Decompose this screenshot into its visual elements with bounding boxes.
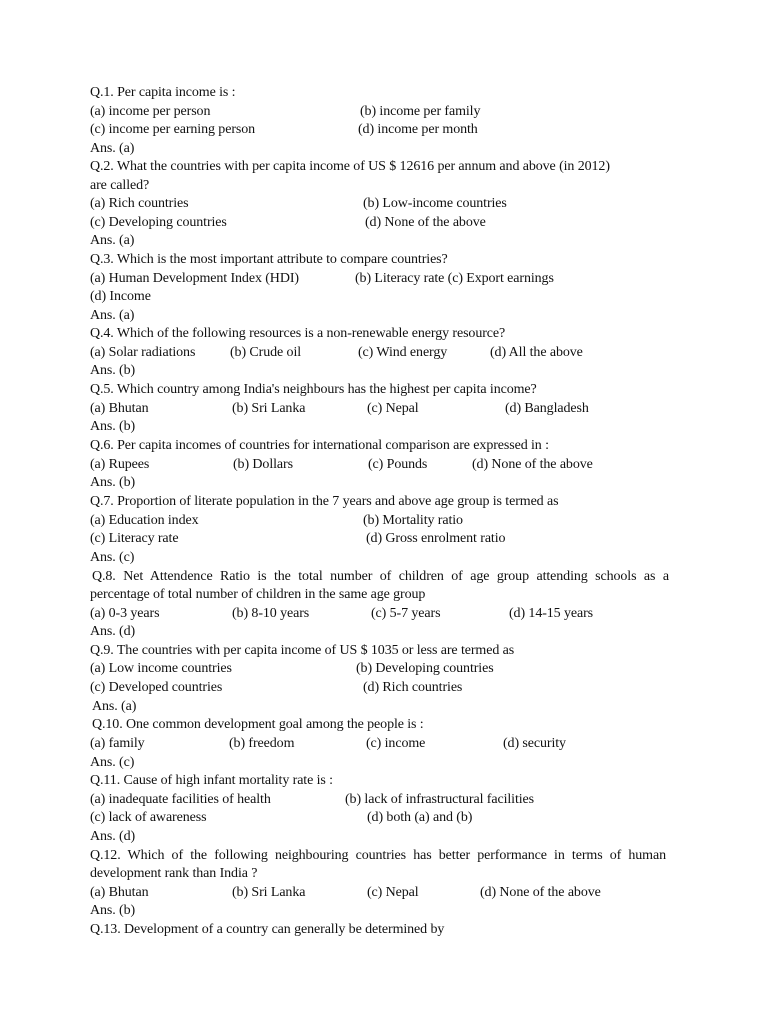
- option-d: (d) income per month: [358, 122, 478, 137]
- option-b: (b) Developing countries: [356, 661, 494, 676]
- question-7: Q.7. Proportion of literate population in the 7 years and above age group is termed as: [90, 494, 559, 509]
- answer: Ans. (b): [90, 419, 136, 434]
- option-a: (a) Bhutan: [90, 885, 149, 900]
- answer: Ans. (b): [90, 903, 136, 918]
- option-d: (d) Rich countries: [363, 680, 463, 695]
- option-d: (d) Bangladesh: [505, 401, 589, 416]
- option-d: (d) security: [503, 736, 566, 751]
- option-a: (a) Rich countries: [90, 196, 189, 211]
- option-b: (b) income per family: [360, 104, 481, 119]
- question-12: Q.12. Which of the following neighbouring countries has better performance in terms of human: [90, 848, 666, 863]
- option-d: (d) None of the above: [365, 215, 486, 230]
- option-b: (b) Crude oil: [230, 345, 302, 360]
- option-c: (c) Developing countries: [90, 215, 227, 230]
- question-1: Q.1. Per capita income is :: [90, 85, 236, 100]
- option-c: (c) Pounds: [368, 457, 428, 472]
- question-8: Q.8. Net Attendence Ratio is the total number of children of age group attending schools as a: [92, 569, 669, 584]
- answer: Ans. (c): [90, 755, 135, 770]
- option-a: (a) Rupees: [90, 457, 150, 472]
- question-6: Q.6. Per capita incomes of countries for international comparison are expressed in :: [90, 438, 549, 453]
- question-11: Q.11. Cause of high infant mortality rate is :: [90, 773, 333, 788]
- option-b: (b) freedom: [229, 736, 295, 751]
- option-a: (a) family: [90, 736, 145, 751]
- option-d: (d) None of the above: [480, 885, 601, 900]
- option-d: (d) All the above: [490, 345, 583, 360]
- option-b: (b) Low-income countries: [363, 196, 507, 211]
- answer: Ans. (d): [90, 624, 136, 639]
- answer: Ans. (d): [90, 829, 136, 844]
- answer: Ans. (a): [92, 699, 137, 714]
- answer: Ans. (a): [90, 308, 135, 323]
- question-9: Q.9. The countries with per capita income of US $ 1035 or less are termed as: [90, 643, 515, 658]
- answer: Ans. (a): [90, 233, 135, 248]
- option-d: (d) Gross enrolment ratio: [366, 531, 506, 546]
- question-8-cont: percentage of total number of children in the same age group: [90, 587, 426, 602]
- option-a: (a) inadequate facilities of health: [90, 792, 271, 807]
- question-2: Q.2. What the countries with per capita income of US $ 12616 per annum and above (in 2012): [90, 159, 610, 174]
- option-b: (b) 8-10 years: [232, 606, 310, 621]
- question-2-cont: are called?: [90, 178, 150, 193]
- option-d: (d) both (a) and (b): [367, 810, 473, 825]
- question-4: Q.4. Which of the following resources is a non-renewable energy resource?: [90, 326, 506, 341]
- answer: Ans. (a): [90, 141, 135, 156]
- question-12-cont: development rank than India ?: [90, 866, 258, 881]
- option-a: (a) Bhutan: [90, 401, 149, 416]
- option-b: (b) Dollars: [233, 457, 293, 472]
- option-a: (a) Education index: [90, 513, 199, 528]
- option-a: (a) Low income countries: [90, 661, 232, 676]
- answer: Ans. (c): [90, 550, 135, 565]
- question-13: Q.13. Development of a country can generally be determined by: [90, 922, 445, 937]
- option-b: (b) Sri Lanka: [232, 885, 306, 900]
- option-c: (c) income: [366, 736, 426, 751]
- option-b: (b) lack of infrastructural facilities: [345, 792, 535, 807]
- option-b-c: (b) Literacy rate (c) Export earnings: [355, 271, 554, 286]
- option-d: (d) Income: [90, 289, 151, 304]
- question-5: Q.5. Which country among India's neighbours has the highest per capita income?: [90, 382, 537, 397]
- option-b: (b) Sri Lanka: [232, 401, 306, 416]
- option-c: (c) income per earning person: [90, 122, 256, 137]
- option-a: (a) 0-3 years: [90, 606, 160, 621]
- option-c: (c) Developed countries: [90, 680, 223, 695]
- answer: Ans. (b): [90, 363, 136, 378]
- question-3: Q.3. Which is the most important attribute to compare countries?: [90, 252, 448, 267]
- option-b: (b) Mortality ratio: [363, 513, 463, 528]
- option-a: (a) Human Development Index (HDI): [90, 271, 299, 286]
- option-a: (a) Solar radiations: [90, 345, 196, 360]
- option-a: (a) income per person: [90, 104, 211, 119]
- option-c: (c) Nepal: [367, 401, 419, 416]
- option-c: (c) 5-7 years: [371, 606, 441, 621]
- answer: Ans. (b): [90, 475, 136, 490]
- question-10: Q.10. One common development goal among the people is :: [92, 717, 424, 732]
- option-c: (c) Wind energy: [358, 345, 448, 360]
- option-d: (d) None of the above: [472, 457, 593, 472]
- option-c: (c) Literacy rate: [90, 531, 179, 546]
- option-c: (c) Nepal: [367, 885, 419, 900]
- option-d: (d) 14-15 years: [509, 606, 594, 621]
- option-c: (c) lack of awareness: [90, 810, 207, 825]
